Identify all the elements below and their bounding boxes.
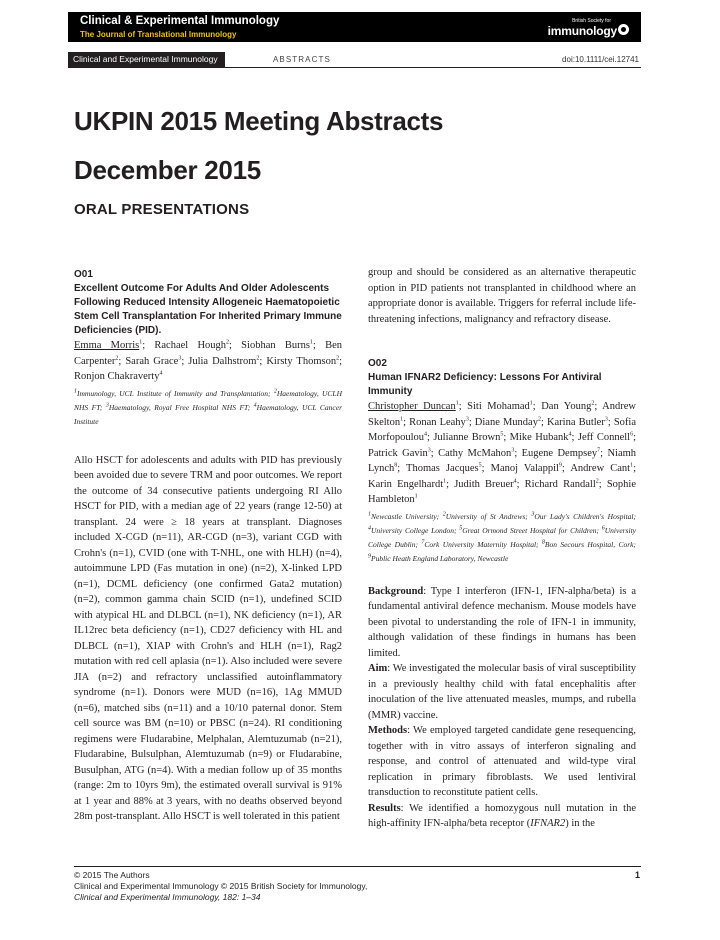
footnote-marker: 5 (459, 525, 463, 531)
abstract-id: O01 (74, 269, 93, 280)
abstract-methods (368, 723, 636, 801)
footnote-marker: 7 (421, 539, 425, 545)
footnote-marker: 9 (368, 553, 371, 559)
footnote-marker: 5 (500, 431, 504, 438)
affiliation: University College Dublin; (368, 525, 636, 549)
running-header-journal: Clinical and Experimental Immunology (68, 52, 225, 67)
footnote-marker: 2 (591, 400, 595, 407)
presenting-author: Christopher Duncan (368, 401, 456, 412)
footnote-marker: 1 (74, 388, 77, 394)
footnote-marker: 3 (465, 416, 469, 422)
abstract-authors (74, 338, 342, 385)
abstract-id: O02 (368, 358, 387, 369)
footnote-marker: 3 (531, 511, 535, 517)
footnote-marker: 9 (558, 462, 562, 469)
footnote-marker: 3 (604, 416, 608, 422)
footnote-marker: 2 (336, 355, 340, 361)
footnote-marker: 1 (414, 493, 418, 500)
footnote-marker: 6 (630, 431, 634, 438)
footnote-marker: 1 (309, 339, 313, 346)
abstract-title: Excellent Outcome For Adults And Older Adolescents Following Reduced Intensity Allogeneic Haematopoietic Stem Cell Transplantation For Inherited Primary Immune Deficiencies (PID). (74, 283, 342, 336)
page-subtitle-date: December 2015 (74, 155, 261, 185)
author-name: ; Sofia Morfopoulou (368, 416, 636, 443)
footnote-marker: 1 (400, 416, 404, 422)
affiliation: Haematology, UCL Cancer Institute (74, 402, 343, 426)
page-title: UKPIN 2015 Meeting Abstracts (74, 106, 444, 136)
author-name: ; Andrew Skelton (368, 401, 636, 428)
author-name: ; Ben Carpenter (74, 340, 343, 367)
journal-banner (68, 12, 641, 42)
author-list (368, 401, 636, 505)
society-logo-top-text: British Society for (572, 18, 611, 24)
results-text-end: ) in the (565, 818, 595, 829)
footnote-marker: 2 (595, 478, 599, 484)
abstract-body-continued: group and should be considered as an alternative therapeutic option in PID patients not transplanted in childhood where an appropriate donor is available. Triggers for referral include life-threatening infections, malignancy and refractory disease. (368, 267, 636, 325)
background-label: Background (368, 585, 424, 597)
background-text: : Type I interferon (IFN-1, IFN-alpha/beta) is a fundamental antiviral defence mechanism. Mouse models have been pivotal to understanding the role of IFN-1 in immunity, although validation of these findings in humans has been limited. (368, 585, 636, 659)
affiliation: Haematology, UCLH NHS FT; (74, 388, 343, 412)
footnote-marker: 4 (568, 431, 572, 438)
author-name: ; Siobhan Burns (229, 340, 310, 351)
author-name: ; Sophie Hambleton (368, 478, 636, 505)
footnote-marker: 7 (597, 447, 601, 453)
aim-text: : We investigated the molecular basis of viral susceptibility in a previously healthy child with fatal encephalitis after inoculation of the live attenuated measles, mumps, and rubella (MMR) vaccine. (368, 663, 636, 721)
footnote-marker: 2 (442, 511, 446, 517)
footnote-marker: 4 (159, 370, 163, 377)
affiliation: Great Ormond Street Hospital for Children; (462, 525, 602, 535)
author-name: ; Andrew Cant (561, 463, 631, 474)
affiliation: Immunology, UCL Institute of Immunity and Transplantation; (77, 388, 274, 398)
footer (74, 870, 367, 903)
affiliation: University College London; (371, 525, 460, 535)
footnote-marker: 5 (478, 462, 482, 469)
affiliation: Bon Secours Hospital, Cork; (544, 539, 636, 549)
footnote-marker: 2 (273, 388, 277, 394)
author-name: ; Ronan Leahy (403, 416, 466, 428)
affiliation: Haematology, Royal Free Hospital NHS FT; (108, 402, 254, 412)
abstract-body: Allo HSCT for adolescents and adults with PID has previously been avoided due to severe TRM and poor outcomes. We report the outcome of 34 consecutive patients undergoing RI Allo HSCT for PID, with a median age of 22 years (range 12-50) at transplant. 24 were ≥ 18 years at transplant. Diagnoses included X-CGD (n=11), AR-CGD (n=3), variant CGD with Crohn's (n=1), CVID (one with T-NHL, one with HLH) (n=4), autoimmune LPD (Fas mutation in one) (n=2), X-linked LPD (n=1), DCML deficiency (one confirmed Gata2 mutation) (n=2), common gamma chain SCID (n=1), undefined SCID with atypical HL and DLBCL (n=1), NK deficiency (n=1), AR IL12rec beta deficiency (n=1), CD27 deficiency with HL and DLBCL (n=1), XIAP with Crohn's and HLH (n=1), Rag2 mutation with red cell aplasia (n=1). Also included were severe JIA (n=2) and refractory unclassified autoinflammatory syndrome (n=1). Donors were MUD (n=16), 1Ag MMUD (n=6), matched sibs (n=11) and a 10/10 paternal donor. Stem cell source was BM (n=10) or PBSC (n=24). RI conditioning regimens were Fludarabine, Melphalan, Alemtuzumab (n=21), Fludarabine, Bulsulphan, Alemtuzumab (n=9) or Fludarabine, Busulphan, ATG (n=4). With a median follow up of 35 months (range: 2m to 10yrs 9m), the estimated overall survival is 91% at 1 year and 88% at 3 years, with no deaths observed beyond 28m post-transplant. Allo HSCT is well tolerated in this patient (74, 454, 342, 822)
society-logo-icon (618, 24, 629, 35)
author-name: ; Kirsty Thomson (259, 355, 337, 367)
author-name: ; Patrick Gavin (368, 432, 636, 459)
presenting-author: Emma Morris (74, 340, 140, 351)
footnote-marker: 1 (443, 478, 447, 484)
abstract-background (368, 584, 636, 662)
society-logo-text: immunology (547, 24, 617, 38)
footnote-marker: 8 (394, 462, 398, 469)
results-label: Results (368, 802, 401, 814)
footnote-marker: 1 (368, 511, 371, 517)
footer-divider (74, 866, 641, 867)
running-header-section: ABSTRACTS (273, 55, 331, 64)
gene-name: IFNAR2 (530, 818, 566, 829)
affiliation: University of St Andrews; (445, 511, 532, 521)
affiliation: Newcastle University; (371, 511, 443, 521)
author-name: ; Thomas Jacques (397, 463, 479, 474)
author-name: ; Ronjon Chakraverty (74, 355, 342, 382)
footnote-marker: 1 (139, 339, 143, 346)
affiliation: Public Heath England Laboratory, Newcastle (371, 553, 509, 563)
footnote-marker: 2 (115, 355, 119, 361)
left-column (74, 268, 342, 825)
abstract-results (368, 801, 636, 832)
author-name: ; Mike Hubank (503, 432, 569, 443)
running-header (68, 52, 641, 68)
author-name: ; Richard Randall (516, 478, 596, 490)
author-name: ; Sarah Grace (118, 355, 179, 367)
footnote-marker: 1 (529, 400, 533, 407)
abstract-authors (368, 399, 636, 508)
author-name: ; Eugene Dempsey (514, 447, 598, 459)
footnote-marker: 4 (368, 525, 371, 531)
abstract-title: Human IFNAR2 Deficiency: Lessons For Antiviral Immunity (368, 372, 602, 397)
footer-copyright: © 2015 The Authors (74, 870, 150, 880)
author-name: ; Julianne Brown (427, 432, 501, 443)
author-name: ; Jeff Connell (571, 432, 631, 443)
methods-label: Methods (368, 725, 408, 736)
author-name: ; Judith Breuer (446, 478, 514, 490)
footnote-marker: 1 (455, 400, 459, 407)
author-name: ; Julia Dalhstrom (181, 355, 257, 367)
footnote-marker: 1 (630, 462, 634, 469)
section-heading: ORAL PRESENTATIONS (74, 201, 250, 218)
doi-link[interactable]: doi:10.1111/cei.12741 (562, 55, 639, 64)
affiliation: Our Lady's Children's Hospital; (534, 511, 636, 521)
footnote-marker: 2 (537, 416, 541, 422)
author-name: ; Dan Young (532, 401, 592, 412)
footnote-marker: 3 (511, 447, 515, 453)
footer-citation: Clinical and Experimental Immunology, 182: 1–34 (74, 892, 261, 902)
footnote-marker: 3 (178, 355, 182, 361)
affiliation: Cork University Maternity Hospital; (424, 539, 542, 549)
author-name: ; Manoj Valappil (481, 463, 559, 474)
author-name: ; Karina Butler (540, 416, 605, 428)
footnote-marker: 4 (253, 402, 257, 408)
aim-label: Aim (368, 663, 388, 674)
author-name: ; Rachael Hough (142, 340, 227, 351)
author-name: ; Diane Munday (468, 416, 538, 428)
right-column (368, 265, 636, 832)
footnote-marker: 6 (601, 525, 605, 531)
footnote-marker: 2 (256, 355, 260, 361)
footer-society: Clinical and Experimental Immunology © 2015 British Society for Immunology, (74, 881, 368, 891)
footnote-marker: 2 (226, 339, 230, 346)
results-text: : We identified a homozygous null mutation in the high-affinity IFN-alpha/beta receptor ( (368, 802, 636, 829)
footnote-marker: 8 (541, 539, 545, 545)
footnote-marker: 3 (105, 402, 109, 408)
author-name: ; Karin Engelhardt (368, 463, 636, 490)
abstract-aim (368, 661, 636, 723)
footnote-marker: 4 (513, 478, 517, 484)
journal-banner-subtitle: The Journal of Translational Immunology (80, 30, 237, 39)
author-name: ; Niamh Lynch (368, 447, 637, 474)
footnote-marker: 3 (427, 447, 431, 453)
page-number: 1 (634, 870, 640, 880)
abstract-affiliations (368, 510, 636, 566)
author-name: ; Siti Mohamad (458, 401, 530, 412)
footnote-marker: 4 (424, 431, 427, 438)
methods-text: : We employed targeted candidate gene resequencing, together with in vitro assays of interferon signaling and response, and control of attenuated and wild-type viral replication in primary fibroblasts. We used lentiviral transduction to reconstitute patient cells. (368, 725, 636, 798)
abstract-affiliations (74, 387, 342, 429)
journal-banner-title: Clinical & Experimental Immunology (80, 15, 280, 27)
author-name: ; Cathy McMahon (430, 447, 512, 459)
